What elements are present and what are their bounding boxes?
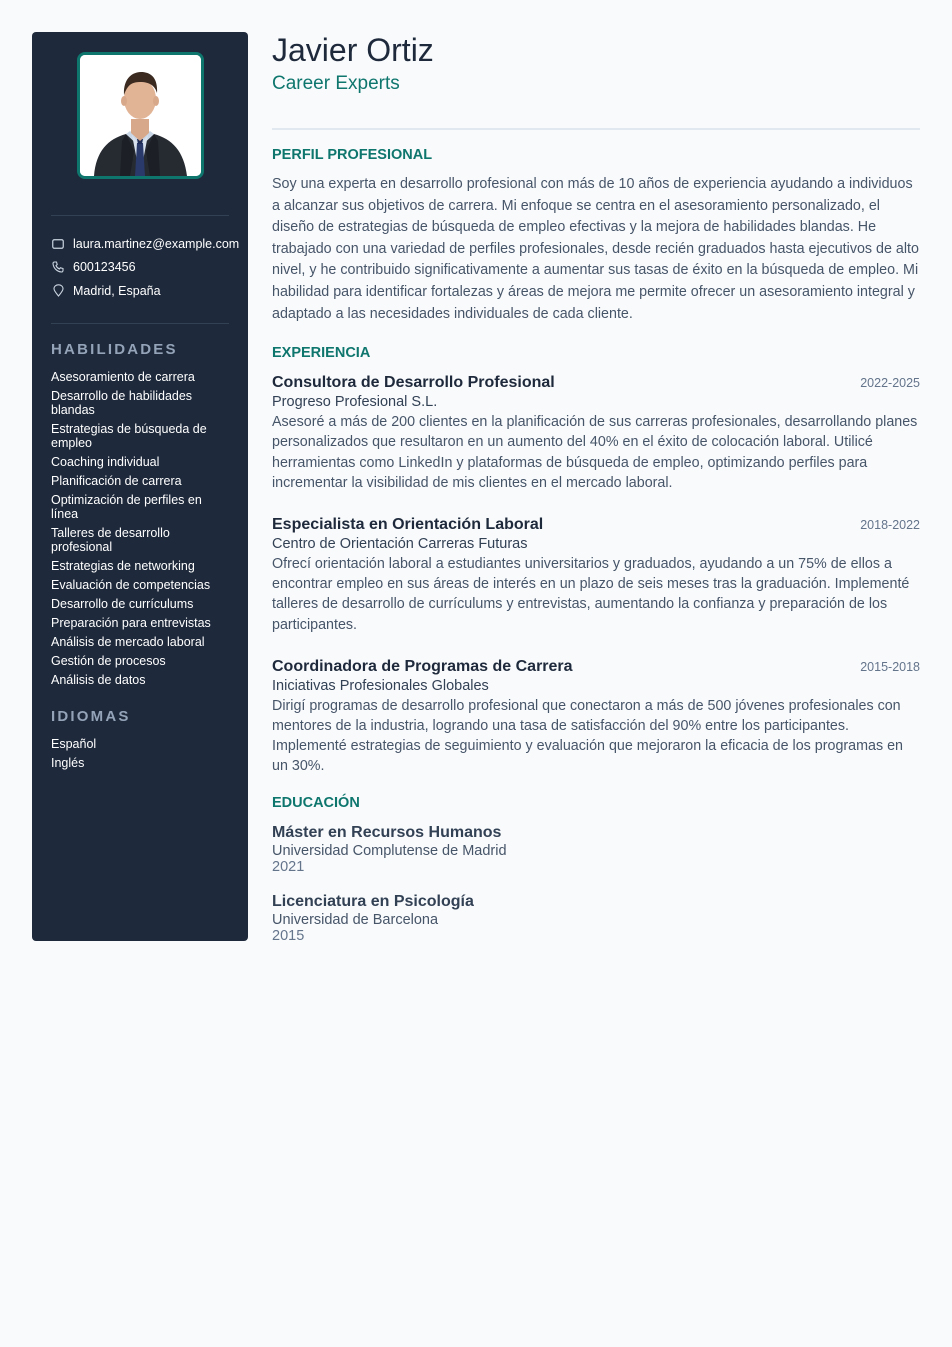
- education-section: [272, 794, 920, 944]
- candidate-name: Javier Ortiz: [272, 32, 434, 68]
- email-text: laura.martinez@example.com: [73, 236, 240, 251]
- experience-heading: EXPERIENCIA: [272, 345, 371, 362]
- candidate-tagline: Career Experts: [272, 73, 400, 94]
- education-entry: [272, 892, 920, 944]
- skill-item: Talleres de desarrollo profesional: [51, 525, 170, 554]
- skill-item: Estrategias de networking: [51, 558, 195, 573]
- job-dates: 2022-2025: [860, 376, 920, 391]
- job-entry: [272, 657, 920, 777]
- location-pin-icon: [51, 284, 65, 298]
- skill-item: Análisis de mercado laboral: [51, 634, 205, 649]
- skill-item: Estrategias de búsqueda de empleo: [51, 421, 207, 450]
- contact-location: [51, 279, 229, 303]
- job-company: Progreso Profesional S.L.: [272, 394, 438, 411]
- skills-list: [51, 370, 229, 687]
- phone-text: 600123456: [73, 260, 136, 275]
- job-title: Especialista en Orientación Laboral: [272, 515, 544, 533]
- job-entry: [272, 515, 920, 635]
- skill-item: Evaluación de competencias: [51, 577, 211, 592]
- skill-item: Planificación de carrera: [51, 473, 182, 488]
- experience-section: [272, 344, 920, 776]
- education-school: Universidad Complutense de Madrid: [272, 842, 507, 859]
- skill-item: Gestión de procesos: [51, 653, 166, 668]
- education-year: 2021: [272, 858, 305, 875]
- location-text: Madrid, España: [73, 283, 161, 298]
- languages-heading: IDIOMAS: [51, 707, 131, 725]
- skill-item: Optimización de perfiles en línea: [51, 492, 202, 521]
- language-item: Español: [51, 736, 97, 751]
- header-divider: [272, 128, 920, 130]
- job-title: Coordinadora de Programas de Carrera: [272, 657, 573, 675]
- contact-email[interactable]: [51, 232, 240, 256]
- education-heading: EDUCACIÓN: [272, 794, 360, 811]
- job-description: Dirigí programas de desarrollo profesional que conectaron a más de 500 jóvenes profesionales con mentores de la industria, logrando una tasa de satisfacción del 90% entre los participantes. Implementé estrategias de seguimiento y evaluación que mejoraron la eficacia de los programas en un 30%.: [272, 697, 904, 775]
- job-entry: [272, 373, 920, 493]
- sidebar-divider: [51, 215, 229, 216]
- main-content: [272, 32, 920, 944]
- job-dates: 2018-2022: [860, 517, 920, 532]
- education-entry: [272, 823, 920, 875]
- education-school: Universidad de Barcelona: [272, 911, 439, 928]
- skill-item: Preparación para entrevistas: [51, 615, 211, 630]
- summary-section: [272, 146, 920, 325]
- contact-info: [51, 232, 240, 303]
- education-degree: Máster en Recursos Humanos: [272, 823, 502, 841]
- job-company: Centro de Orientación Carreras Futuras: [272, 535, 528, 552]
- job-company: Iniciativas Profesionales Globales: [272, 677, 489, 694]
- education-year: 2015: [272, 927, 305, 944]
- job-dates: 2015-2018: [860, 659, 920, 674]
- summary-heading: PERFIL PROFESIONAL: [272, 147, 433, 163]
- job-title: Consultora de Desarrollo Profesional: [272, 374, 555, 392]
- skill-item: Análisis de datos: [51, 672, 146, 687]
- portrait-photo-icon: [80, 55, 201, 176]
- education-degree: Licenciatura en Psicología: [272, 892, 474, 910]
- job-description: Ofrecí orientación laboral a estudiantes universitarios y graduados, ayudando a un 75% de ellos a encontrar empleo en sus áreas de interés en un plazo de seis meses tras la graduación. Implementé talleres de desarrollo de currículums y entrevistas, aumentando la confianza y preparación de los participantes.: [272, 555, 910, 633]
- skill-item: Asesoramiento de carrera: [51, 369, 195, 384]
- skill-item: Desarrollo de habilidades blandas: [51, 388, 193, 417]
- sidebar-divider: [51, 323, 229, 324]
- job-description: Asesoré a más de 200 clientes en la planificación de sus carreras profesionales, desarrollando planes personalizados que resultaron en un aumento del 40% en el éxito de colocación laboral. Utilicé herramientas como LinkedIn y plataformas de búsqueda de empleo, optimizando perfiles para incrementar la visibilidad de mis clientes en el mercado laboral.: [272, 414, 918, 491]
- phone-icon: [51, 260, 65, 274]
- mail-icon: [51, 237, 65, 251]
- sidebar: [32, 32, 248, 941]
- contact-phone[interactable]: [51, 256, 229, 280]
- skill-item: Desarrollo de currículums: [51, 596, 194, 611]
- language-item: Inglés: [51, 755, 85, 770]
- languages-list: [51, 737, 229, 770]
- profile-photo: [77, 52, 204, 179]
- skill-item: Coaching individual: [51, 454, 160, 469]
- skills-heading: HABILIDADES: [51, 340, 178, 358]
- summary-text: Soy una experta en desarrollo profesional con más de 10 años de experiencia ayudando a individuos a alcanzar sus objetivos de carrera. Mi enfoque se centra en el asesoramiento personalizado, el diseño de estrategias de búsqueda de empleo efectivas y la mejora de habilidades blandas. He trabajado con una variedad de perfiles profesionales, desde recién graduados hasta ejecutivos de alto nivel, y he contribuido significativamente a aumentar sus tasas de éxito en la búsqueda de empleo. Mi habilidad para identificar fortalezas y áreas de mejora me permite ofrecer un asesoramiento integral y adaptado a las necesidades individuales de cada cliente.: [272, 176, 919, 322]
